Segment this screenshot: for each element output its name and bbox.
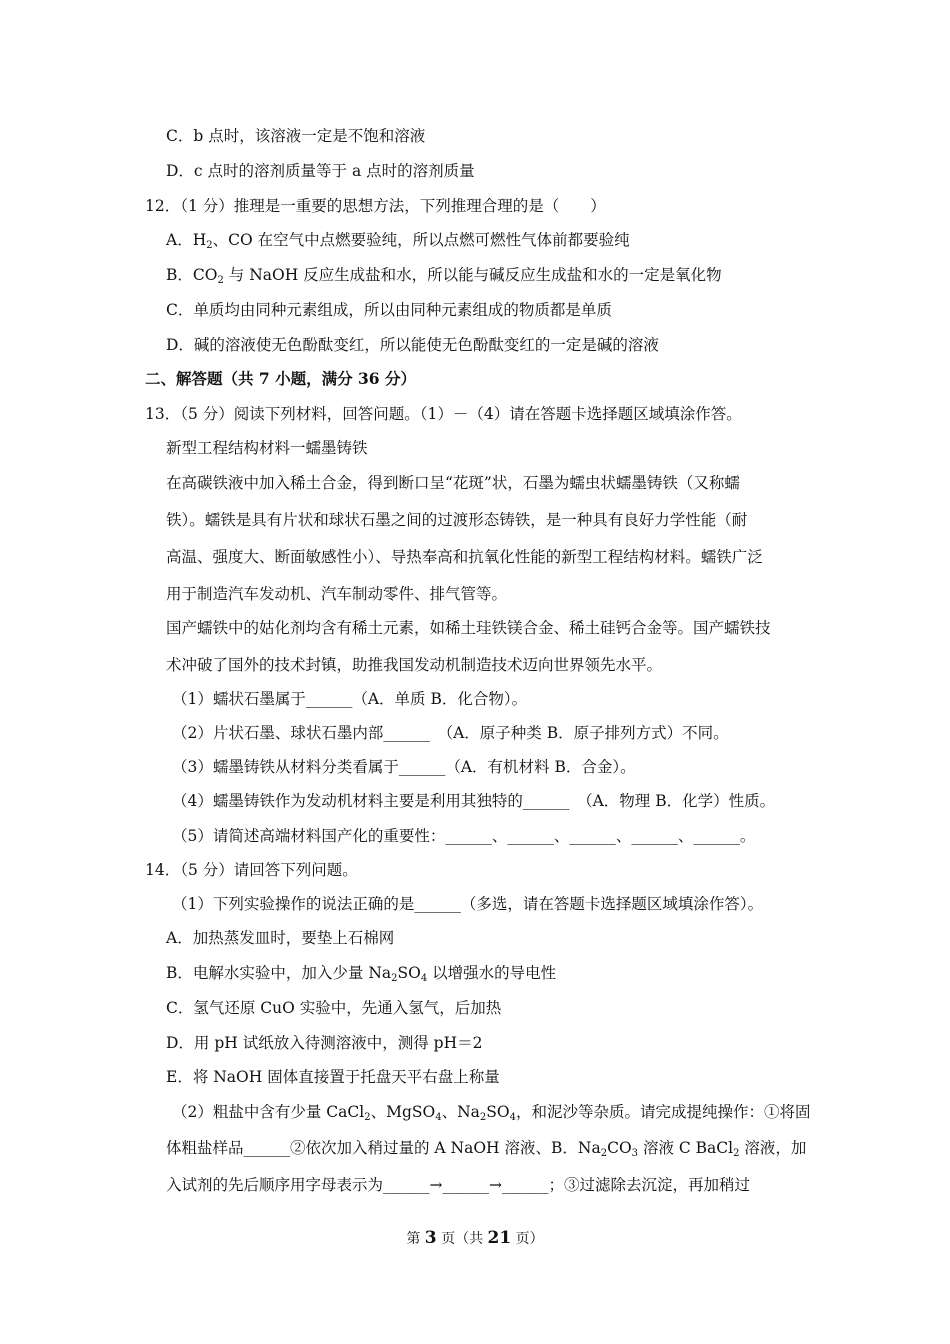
- text-line: C．b 点时，该溶液一定是不饱和溶液: [166, 127, 426, 145]
- page-footer: [0, 1228, 950, 1248]
- text-line: D．c 点时的溶剂质量等于 a 点时的溶剂质量: [166, 162, 475, 180]
- text-line: 体粗盐样品______②依次加入稍过量的 A NaOH 溶液、B．$Na_2CO_3$ 溶液 C BaCl$_2$ 溶液，加: [166, 1139, 807, 1159]
- text-line: 国产蠕铁中的姑化剂均含有稀土元素，如稀土珪铁镁合金、稀土硅钙合金等。国产蠕铁技: [166, 619, 771, 637]
- footer-page-number: 3: [424, 1228, 437, 1248]
- text-line: A．加热蒸发皿时，要垫上石棉网: [166, 929, 395, 947]
- footer-prefix: 第: [406, 1231, 425, 1247]
- text-line: D．用 pH 试纸放入待测溶液中，测得 pH＝2: [166, 1034, 483, 1052]
- text-line: （5）请简述高端材料国产化的重要性：______、______、______、______、______。: [172, 827, 756, 845]
- footer-total-pages: 21: [487, 1228, 512, 1248]
- text-line: 14．（5 分）请回答下列问题。: [145, 861, 358, 879]
- text-line: 术冲破了国外的技术封镇，助推我国发动机制造技术迈向世界领先水平。: [166, 656, 663, 674]
- text-line: C．氢气还原 CuO 实验中，先通入氢气，后加热: [166, 999, 502, 1017]
- text-line: （4）蠕墨铸铁作为发动机材料主要是利用其独特的______ （A．物理 B．化学）性质。: [172, 792, 776, 810]
- text-line: 13．（5 分）阅读下列材料，回答问题。（1）－（4）请在答题卡选择题区域填涂作答。: [145, 405, 742, 423]
- text-line: 入试剂的先后顺序用字母表示为______→______→______；③过滤除去沉淀，再加稍过: [166, 1176, 750, 1194]
- text-line: （1）下列实验操作的说法正确的是______（多选，请在答题卡选择题区域填涂作答）。: [172, 895, 764, 913]
- text-line: B．$CO_2$ 与 NaOH 反应生成盐和水，所以能与碱反应生成盐和水的一定是氧化物: [166, 266, 722, 286]
- text-line: 铁）。蠕铁是具有片状和球状石墨之间的过渡形态铸铁，是一种具有良好力学性能（耐: [166, 511, 748, 529]
- text-line: E．将 NaOH 固体直接置于托盘天平右盘上称量: [166, 1068, 500, 1086]
- text-line: 用于制造汽车发动机、汽车制动零件、排气管等。: [166, 585, 508, 603]
- text-line: C．单质均由同种元素组成，所以由同种元素组成的物质都是单质: [166, 301, 612, 319]
- text-line: 在高碳铁液中加入稀土合金，得到断口呈“花斑”状，石墨为蠕虫状蠕墨铸铁（又称蠕: [166, 474, 740, 492]
- text-line: 二、解答题（共 7 小题，满分 36 分）: [145, 369, 416, 388]
- text-line: B．电解水实验中，加入少量 $Na_2SO_4$ 以增强水的导电性: [166, 964, 557, 984]
- text-line: 12．（1 分）推理是一重要的思想方法，下列推理合理的是（ ）: [145, 197, 606, 215]
- footer-suffix: 页）: [511, 1231, 544, 1247]
- text-line: 高温、强度大、断面敏感性小）、导热奉高和抗氧化性能的新型工程结构材料。蠕铁广泛: [166, 548, 763, 566]
- footer-middle: 页（共: [436, 1231, 488, 1247]
- text-line: 新型工程结构材料一蠕墨铸铁: [166, 439, 368, 457]
- text-line: （1）蠕状石墨属于______（A．单质 B．化合物）。: [172, 690, 528, 708]
- text-line: D．碱的溶液使无色酚酞变红，所以能使无色酚酞变红的一定是碱的溶液: [166, 336, 659, 354]
- text-line: A．$H_2$、CO 在空气中点燃要验纯，所以点燃可燃性气体前都要验纯: [166, 231, 630, 251]
- text-line: （3）蠕墨铸铁从材料分类看属于______（A．有机材料 B．合金）。: [172, 758, 636, 776]
- text-line: （2）粗盐中含有少量 CaCl$_2$、MgSO$_4$、$Na_2SO_4$，和泥沙等杂质。请完成提纯操作：①将固: [172, 1103, 811, 1123]
- text-line: （2）片状石墨、球状石墨内部______ （A．原子种类 B．原子排列方式）不同。: [172, 724, 729, 742]
